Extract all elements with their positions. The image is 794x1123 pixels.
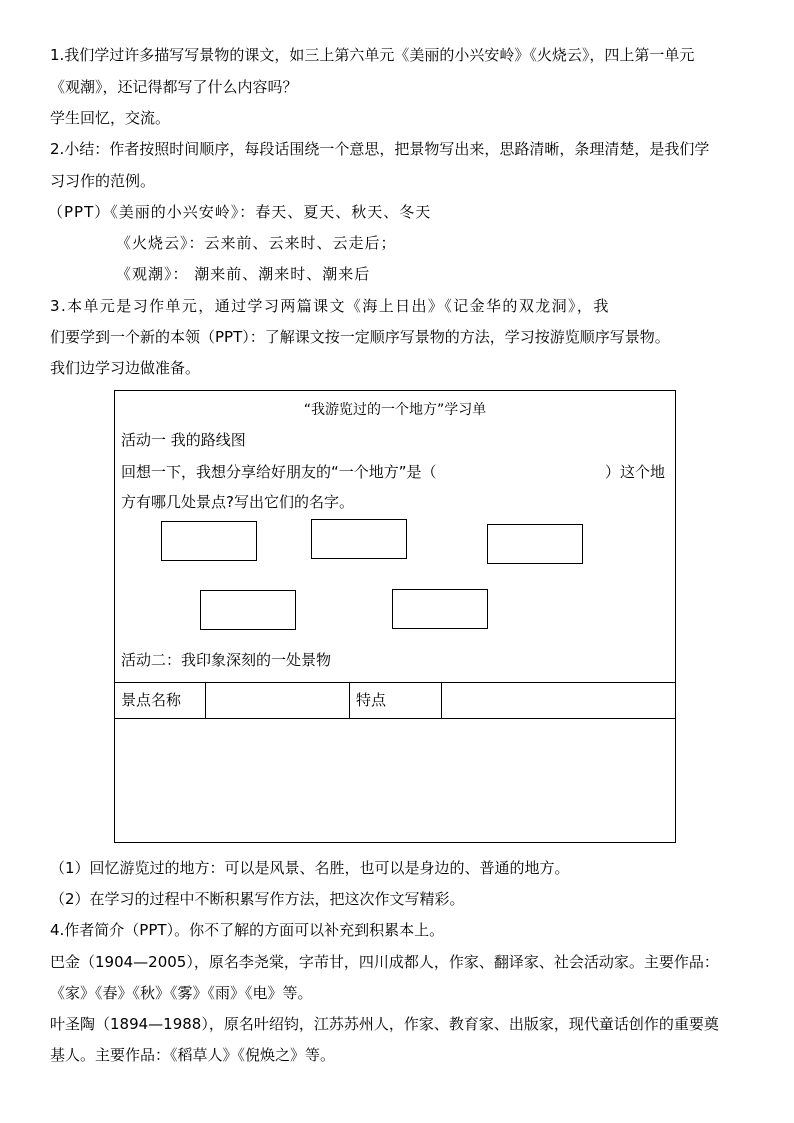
table-rule (115, 718, 675, 719)
text-line: 4.作者简介（PPT）。你不了解的方面可以补充到积累本上。 (50, 921, 445, 939)
prompt-line-end: ）这个地 (605, 463, 666, 481)
table-rule (205, 682, 206, 718)
column-header-feature: 特点 (356, 691, 387, 709)
text-line: 《观潮》，还记得都写了什么内容吗？ (50, 78, 298, 96)
text-line: 2.小结：作者按照时间顺序，每段话围绕一个意思，把景物写出来，思路清晰，条理清楚，是我们学 (50, 140, 710, 158)
text-line: （2）在学习的过程中不断积累写作方法，把这次作文写精彩。 (50, 890, 465, 908)
text-line: 叶圣陶（1894—1988），原名叶绍钧，江苏苏州人，作家、教育家、出版家，现代童话创作的重要奠 (50, 1015, 719, 1033)
route-box[interactable] (200, 590, 296, 630)
prompt-line: 回想一下，我想分享给好朋友的“一个地方”是（ (121, 463, 437, 481)
route-box[interactable] (311, 519, 407, 559)
text-line: 《家》《春》《秋》《雾》《雨》《电》等。 (50, 984, 313, 1002)
prompt-line: 方有哪几处景点?写出它们的名字。 (121, 493, 354, 511)
study-sheet (114, 390, 676, 843)
ppt-line: 《观潮》： 潮来前、潮来时、潮来后 (116, 265, 371, 283)
text-line: 学生回忆，交流。 (50, 109, 171, 127)
activity-two-heading: 活动二：我印象深刻的一处景物 (121, 651, 332, 669)
route-box[interactable] (161, 521, 257, 561)
text-line: 1.我们学过许多描写写景物的课文，如三上第六单元《美丽的小兴安岭》《火烧云》，四上第一单元 (50, 46, 695, 64)
text-line: 巴金（1904—2005），原名李尧棠，字芾甘，四川成都人，作家、翻译家、社会活动家。主要作品： (50, 953, 719, 971)
text-line: 我们边学习边做准备。 (50, 359, 201, 377)
table-rule (441, 682, 442, 718)
text-line: 们要学到一个新的本领（PPT）：了解课文按一定顺序写景物的方法，学习按游览顺序写景物。 (50, 328, 670, 346)
ppt-line: 《火烧云》：云来前、云来时、云走后； (116, 234, 397, 252)
text-line: （1）回忆游览过的地方：可以是风景、名胜，也可以是身边的、普通的地方。 (50, 859, 570, 877)
text-line: 习习作的范例。 (50, 172, 156, 190)
ppt-line: （PPT）《美丽的小兴安岭》：春天、夏天、秋天、冬天 (48, 203, 432, 221)
activity-one-heading: 活动一 我的路线图 (121, 431, 246, 449)
table-rule (349, 682, 350, 718)
route-box[interactable] (487, 524, 583, 564)
text-line: 基人。主要作品：《稻草人》《倪焕之》等。 (50, 1046, 336, 1064)
text-line: 3.本单元是习作单元，通过学习两篇课文《海上日出》《记金华的双龙洞》，我 (50, 297, 610, 315)
route-box[interactable] (392, 589, 488, 629)
column-header-name: 景点名称 (121, 691, 182, 709)
sheet-title: “我游览过的一个地方”学习单 (303, 402, 487, 418)
table-rule (115, 682, 675, 683)
